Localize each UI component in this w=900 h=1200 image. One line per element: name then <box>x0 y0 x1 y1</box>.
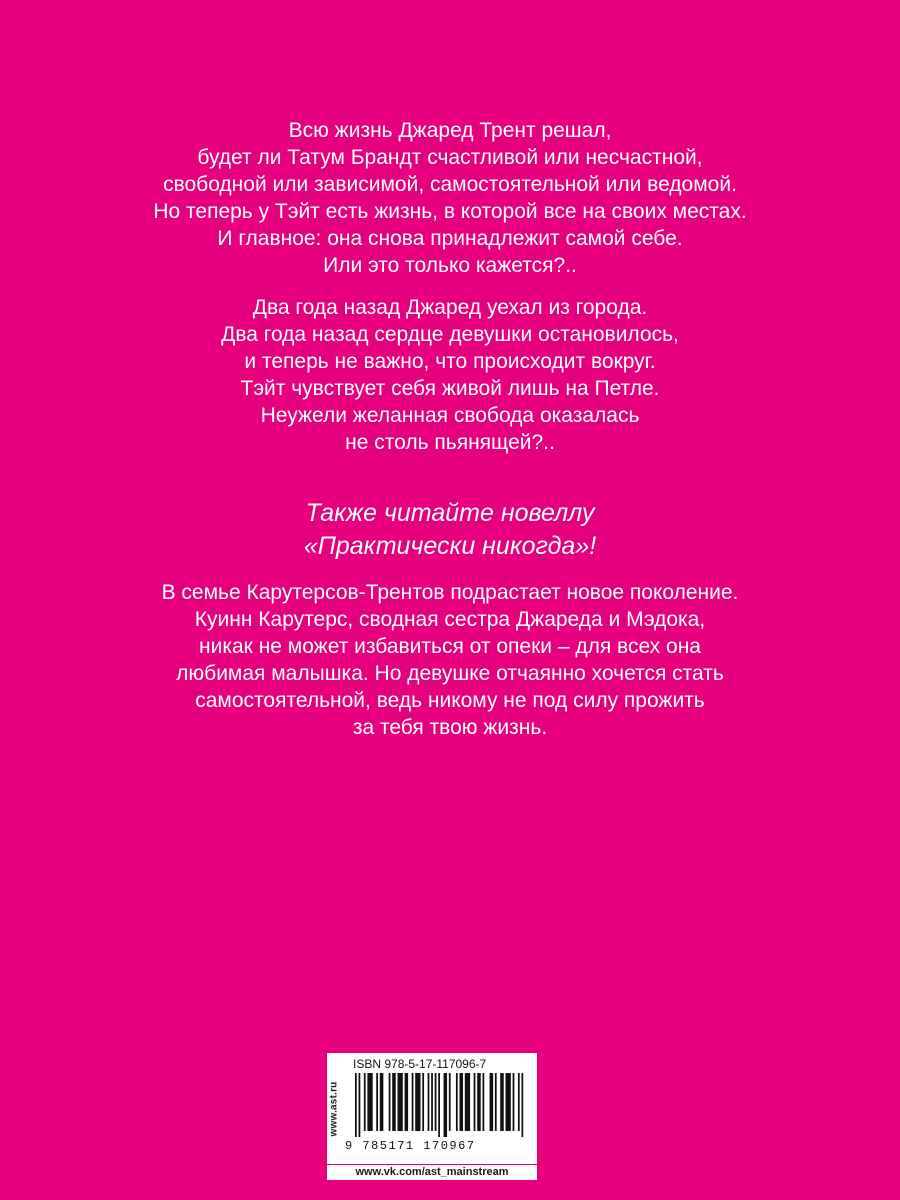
barcode-bar <box>435 1073 437 1131</box>
text-line: Или это только кажется?.. <box>323 254 577 277</box>
barcode-bar <box>477 1073 481 1131</box>
barcode-bar <box>483 1073 485 1131</box>
barcode-bar <box>364 1073 366 1131</box>
barcode-bar <box>431 1073 433 1131</box>
barcode-bar <box>521 1073 523 1137</box>
text-line: любимая малышка. Но девушке отчаянно хочется стать <box>176 662 724 685</box>
barcode-bar <box>490 1073 494 1131</box>
barcode-bar <box>389 1073 391 1131</box>
text-line: Тэйт чувствует себя живой лишь на Петле. <box>240 377 660 400</box>
barcode-bar <box>415 1073 420 1131</box>
isbn-number: ISBN 978-5-17-117096-7 <box>353 1057 487 1071</box>
promo-paragraph <box>0 579 900 741</box>
text-line: никак не может избавиться от опеки – для всех она <box>199 635 701 658</box>
barcode-bar <box>376 1073 378 1131</box>
barcode-bar <box>459 1073 463 1131</box>
barcode-bar <box>428 1073 430 1131</box>
barcode-bar <box>355 1073 357 1137</box>
barcode-bar <box>412 1073 414 1131</box>
description-paragraph-1 <box>0 117 900 279</box>
barcode-bar <box>392 1073 396 1131</box>
barcode-bar <box>380 1073 384 1131</box>
text-line: Всю жизнь Джаред Трент решал, <box>288 119 612 142</box>
barcode-digits: 9 785171 170967 <box>345 1139 476 1153</box>
text-line: Куинн Карутерс, сводная сестра Джареда и Мэдока, <box>194 608 706 631</box>
barcode-bar <box>398 1073 403 1131</box>
barcode-bar <box>438 1073 440 1137</box>
description-paragraph-2 <box>0 294 900 456</box>
text-line: Два года назад сердце девушки остановилось, <box>221 323 679 346</box>
text-line: и теперь не важно, что происходит вокруг. <box>244 350 656 373</box>
promo-heading <box>0 497 900 563</box>
barcode-bar <box>456 1073 458 1131</box>
heading-line: «Практически никогда»! <box>303 532 597 560</box>
heading-line: Также читайте новеллу <box>305 499 595 527</box>
barcode-bar <box>474 1073 476 1131</box>
barcode-bar <box>513 1073 515 1131</box>
barcode-bar <box>405 1073 409 1131</box>
text-line: не столь пьянящей?.. <box>345 431 555 454</box>
text-line: И главное: она снова принадлежит самой себе. <box>217 227 683 250</box>
barcode-bar <box>449 1073 451 1131</box>
barcode-bar <box>465 1073 470 1131</box>
website-url: www.ast.ru <box>328 1081 340 1136</box>
barcode-bar <box>422 1073 424 1131</box>
text-line: Неужели желанная свобода оказалась <box>260 404 640 427</box>
barcode-bar <box>506 1073 511 1131</box>
barcode-bar <box>359 1073 361 1137</box>
side-website-label <box>327 1053 341 1164</box>
barcode-bar <box>367 1073 372 1131</box>
text-line: В семье Карутерсов-Трентов подрастает новое поколение. <box>161 581 739 604</box>
text-line: самостоятельной, ведь никому не под силу прожить <box>195 689 705 712</box>
barcode-bar <box>495 1073 497 1131</box>
barcode-bar <box>500 1073 504 1131</box>
barcode-bar <box>444 1073 448 1137</box>
vk-url: www.vk.com/ast_mainstream <box>327 1165 537 1180</box>
text-line: Два года назад Джаред уехал из города. <box>252 296 648 319</box>
barcode-image <box>355 1073 525 1137</box>
isbn-barcode-block <box>327 1053 537 1164</box>
barcode-bar <box>518 1073 520 1131</box>
text-line: Но теперь у Тэйт есть жизнь, в которой все на своих местах. <box>153 200 747 223</box>
text-line: за тебя твою жизнь. <box>352 716 548 739</box>
text-line: будет ли Татум Брандт счастливой или несчастной, <box>197 146 703 169</box>
text-line: свободной или зависимой, самостоятельной или ведомой. <box>163 173 737 196</box>
